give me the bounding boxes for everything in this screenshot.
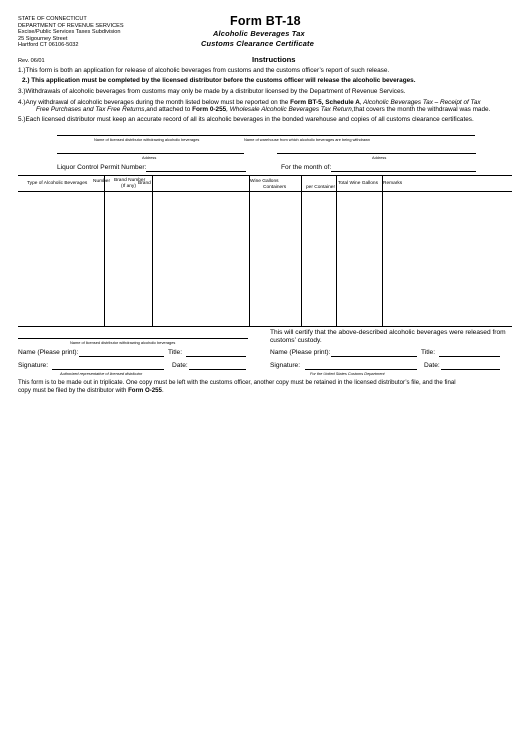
agency-line: DEPARTMENT OF REVENUE SERVICES — [18, 22, 124, 29]
form-reference-title: , Alcoholic Beverages Tax – Receipt of Tax — [359, 99, 481, 106]
date-field-left[interactable] — [189, 369, 246, 370]
customs-dept-caption: For the United States Customs Department — [310, 371, 385, 376]
distributor-name-caption: Name of licensed distributor withdrawing alcoholic beverages — [94, 137, 200, 142]
certification-text-2: customs’ custody. — [270, 337, 322, 344]
authorized-rep-caption: Authorized representative of licensed distributor — [60, 371, 143, 376]
instruction-item-5: 5.)Each licensed distributor must keep an accurate record of all its alcoholic beverages in the bonded warehouse and copies of all customs clearance certificates. — [18, 116, 474, 123]
col-header-remarks: Remarks — [383, 181, 403, 186]
distributor-name-caption-2: Name of licensed distributor withdrawing alcoholic beverages — [70, 340, 176, 345]
table-header-border — [18, 191, 512, 192]
title-field-right[interactable] — [439, 356, 500, 357]
instruction-text: ,that covers the month the withdrawal was made. — [351, 106, 491, 113]
name-print-field-right[interactable] — [331, 356, 417, 357]
triplicate-note-2 — [18, 387, 164, 394]
distributor-warehouse-name-line[interactable] — [57, 135, 475, 136]
table-top-border — [18, 175, 512, 176]
form-reference-title: , Wholesale Alcoholic Beverages Tax Return — [226, 106, 352, 113]
form-reference-title: Free Purchases and Tax Free Returns — [36, 106, 145, 113]
signature-field-right[interactable] — [305, 369, 417, 370]
col-header-total-wine-gallons: Total Wine Gallons — [338, 181, 378, 186]
title-field-left[interactable] — [186, 356, 246, 357]
form-subtitle-2: Customs Clearance Certificate — [201, 39, 315, 48]
signature-label-right: Signature: — [270, 362, 301, 369]
agency-line: Hartford CT 06106-5032 — [18, 42, 79, 49]
col-header-type: Type of Alcoholic Beverages — [27, 181, 88, 186]
distributor-address-line[interactable] — [57, 153, 244, 154]
col-header-per-container: per Container — [306, 185, 336, 190]
form-reference: Form 0-255 — [192, 106, 227, 113]
certification-text: This will certify that the above-described alcoholic beverages were released from — [270, 329, 506, 336]
date-field-right[interactable] — [441, 369, 500, 370]
form-reference: Form O-255 — [128, 387, 162, 394]
name-print-field-left[interactable] — [79, 356, 164, 357]
table-column-divider — [336, 175, 337, 326]
name-print-label-right: Name (Please print): — [270, 349, 331, 356]
month-field[interactable] — [331, 171, 476, 172]
agency-line: STATE OF CONNECTICUT — [18, 16, 87, 22]
col-header-containers: Containers — [263, 185, 287, 190]
form-title: Form BT-18 — [230, 14, 301, 28]
date-label-left: Date: — [172, 362, 188, 369]
note-text: copy must be filed by the distributor with — [18, 387, 129, 394]
permit-number-label: Liquor Control Permit Number: — [57, 164, 147, 171]
table-bottom-border — [18, 326, 512, 327]
permit-number-field[interactable] — [146, 171, 246, 172]
instruction-item-3: 3.)Withdrawals of alcoholic beverages from customs may only be made by a distributor licensed by the Department of Revenue Services. — [18, 88, 406, 95]
table-column-divider — [152, 175, 153, 326]
instructions-heading: Instructions — [252, 55, 296, 64]
address-caption-right: Address — [372, 155, 387, 160]
distributor-name-line[interactable] — [18, 338, 248, 339]
warehouse-name-caption: Name of warehouse from which alcoholic beverages are being withdrawn — [244, 137, 371, 142]
note-text: . — [161, 387, 164, 394]
title-label-left: Title: — [168, 349, 183, 356]
name-print-label-left: Name (Please print): — [18, 349, 79, 356]
instruction-text: 4.)Any withdrawal of alcoholic beverages during the month listed below must be reported on the — [18, 99, 291, 106]
signature-field-left[interactable] — [52, 369, 164, 370]
date-label-right: Date: — [424, 362, 440, 369]
form-subtitle: Alcoholic Beverages Tax — [213, 29, 305, 38]
title-label-right: Title: — [421, 349, 436, 356]
instruction-text: ,and attached to — [144, 106, 193, 113]
agency-line: Excise/Public Services Taxes Subdivision — [18, 29, 121, 36]
signature-label-left: Signature: — [18, 362, 49, 369]
table-column-divider — [301, 175, 302, 326]
month-label: For the month of: — [281, 164, 332, 171]
warehouse-address-line[interactable] — [277, 153, 476, 154]
table-column-divider — [249, 175, 250, 326]
table-column-divider — [104, 175, 105, 326]
instruction-item-4-cont — [36, 106, 490, 113]
revision-date: Rev. 06/01 — [18, 58, 45, 64]
agency-line: 25 Sigourney Street — [18, 35, 68, 42]
col-header-brand: Brand — [138, 181, 151, 186]
col-header-number: Number — [93, 179, 111, 184]
col-header-if-any: (If any) — [121, 184, 136, 189]
instruction-item-1: 1.)This form is both an application for release of alcoholic beverages from customs and the customs officer’s report of such release. — [18, 67, 390, 74]
address-caption-left: Address — [142, 155, 157, 160]
table-column-divider — [382, 175, 383, 326]
col-header-brand-number: Brand Number — [114, 178, 146, 183]
instruction-item-2: 2.) This application must be completed by the licensed distributor before the customs officer will release the alcoholic beverages. — [22, 77, 416, 84]
agency-address-block — [18, 16, 124, 49]
col-header-wine-gallons: Wine Gallons — [250, 179, 279, 184]
form-reference: Form BT-5, Schedule A — [290, 99, 360, 106]
triplicate-note: This form is to be made out in triplicate. One copy must be left with the customs officer, another copy must be retained in the licensed distributor’s file, and the final — [18, 379, 456, 386]
